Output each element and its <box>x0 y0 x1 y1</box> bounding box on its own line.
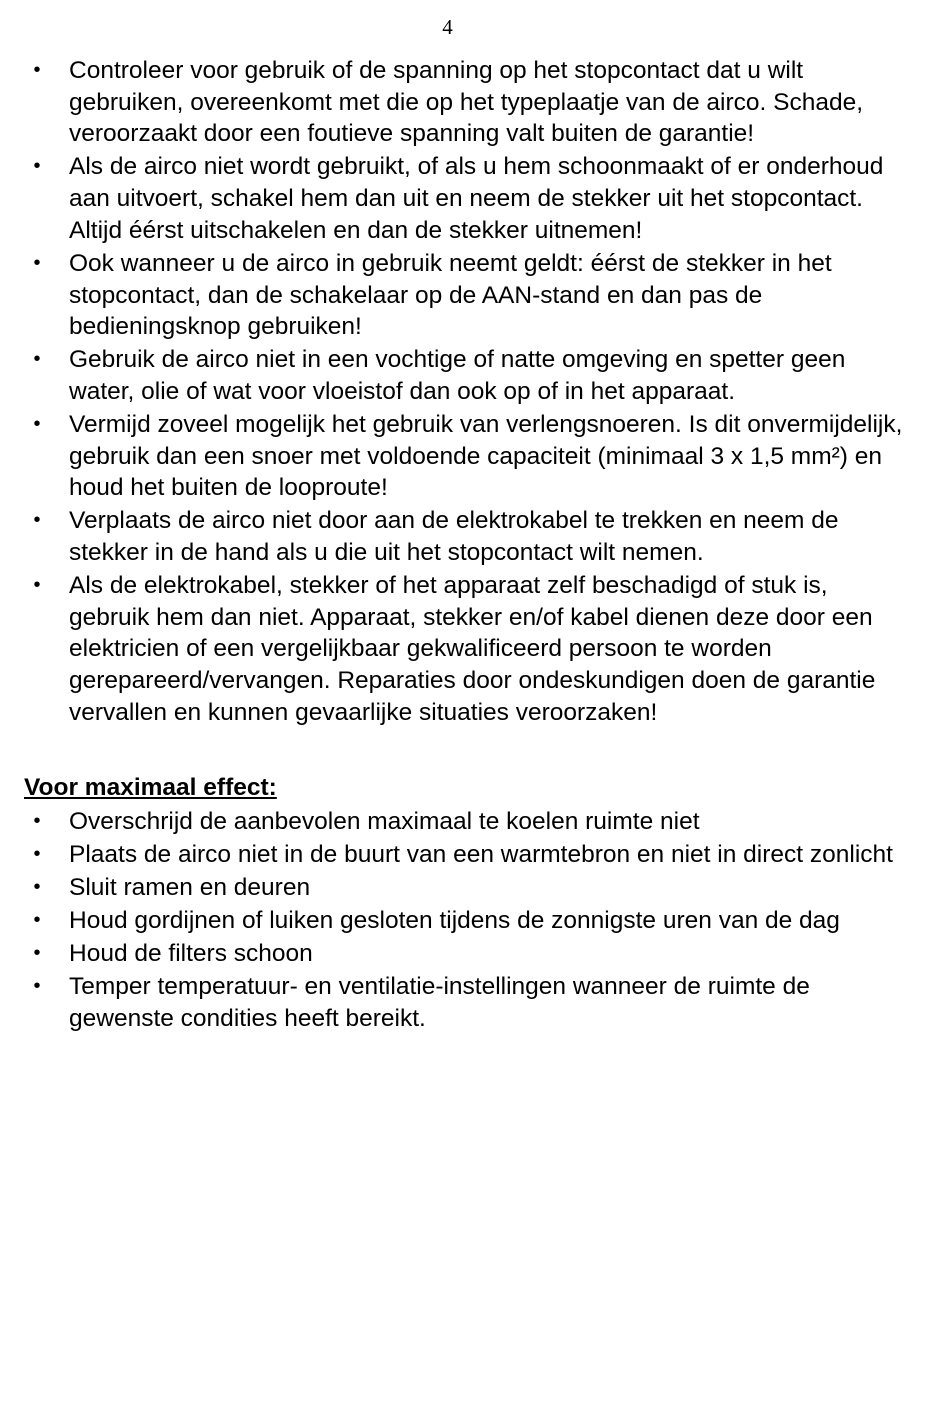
list-item-text: Vermijd zoveel mogelijk het gebruik van verlengsnoeren. Is dit onvermijdelijk, gebruik dan een snoer met voldoende capaciteit (minimaal 3 x 1,5 mm²) en houd het buiten de looproute! <box>69 410 903 502</box>
section-heading: Voor maximaal effect: <box>24 773 277 801</box>
bullet-icon: • <box>33 59 41 81</box>
list-item <box>24 938 904 970</box>
bullet-icon: • <box>33 251 41 274</box>
bullet-icon: • <box>33 348 41 371</box>
list-item-text: Plaats de airco niet in de buurt van een warmtebron en niet in direct zonlicht <box>69 841 893 869</box>
list-item <box>24 971 904 1034</box>
list-item-text: Overschrijd de aanbevolen maximaal te koelen ruimte niet <box>69 808 700 836</box>
list-item-text: Controleer voor gebruik of de spanning op het stopcontact dat u wilt gebruiken, overeenkomt met die op het typeplaatje van de airco. Schade, veroorzaakt door een foutieve spanning valt buiten de garantie! <box>69 57 864 148</box>
list-item <box>24 839 904 871</box>
effect-list <box>24 806 904 1034</box>
list-item <box>24 151 904 246</box>
page-number: 4 <box>442 15 453 39</box>
bullet-icon: • <box>33 810 41 833</box>
list-item <box>24 248 904 343</box>
list-item <box>24 806 904 838</box>
bullet-icon: • <box>33 975 41 998</box>
list-item-text: Verplaats de airco niet door aan de elektrokabel te trekken en neem de stekker in de hand als u die uit het stopcontact wilt nemen. <box>69 507 839 567</box>
list-item <box>24 409 904 504</box>
bullet-icon: • <box>33 574 41 597</box>
bullet-icon: • <box>33 412 41 435</box>
list-item-text: Als de airco niet wordt gebruikt, of als u hem schoonmaakt of er onderhoud aan uitvoert, schakel hem dan uit en neem de stekker uit het stopcontact. Altijd éérst uitschakelen en dan de stekker uitnemen! <box>69 153 884 244</box>
list-item <box>24 505 904 568</box>
bullet-icon: • <box>33 509 41 532</box>
list-item <box>24 905 904 937</box>
list-item <box>24 570 904 729</box>
bullet-icon: • <box>33 843 41 866</box>
list-item-text: Houd gordijnen of luiken gesloten tijdens de zonnigste uren van de dag <box>69 907 840 935</box>
bullet-icon: • <box>33 942 41 965</box>
list-item-text: Gebruik de airco niet in een vochtige of natte omgeving en spetter geen water, olie of wat voor vloeistof dan ook op of in het apparaat. <box>69 346 846 405</box>
list-item-text: Temper temperatuur- en ventilatie-instellingen wanneer de ruimte de gewenste condities heeft bereikt. <box>69 973 810 1032</box>
list-item-text: Sluit ramen en deuren <box>69 874 311 902</box>
list-item-text: Ook wanneer u de airco in gebruik neemt geldt: éérst de stekker in het stopcontact, dan de schakelaar op de AAN-stand en dan pas de bedieningsknop gebruiken! <box>69 249 832 341</box>
bullet-icon: • <box>33 155 41 178</box>
bullet-icon: • <box>33 909 41 932</box>
list-item <box>24 344 904 407</box>
safety-list <box>24 55 904 729</box>
list-item-text: Als de elektrokabel, stekker of het apparaat zelf beschadigd of stuk is, gebruik hem dan niet. Apparaat, stekker en/of kabel dienen deze door een elektricien of een vergelijkbaar gekwalificeerd persoon te worden gerepareerd/vervangen. Reparaties door ondeskundigen doen de garantie vervallen en kunnen gevaarlijke situaties veroorzaken! <box>69 572 876 726</box>
list-item <box>24 55 904 150</box>
list-item-text: Houd de filters schoon <box>69 940 313 968</box>
bullet-icon: • <box>33 876 41 899</box>
list-item <box>24 872 904 904</box>
document-body <box>24 55 904 1036</box>
